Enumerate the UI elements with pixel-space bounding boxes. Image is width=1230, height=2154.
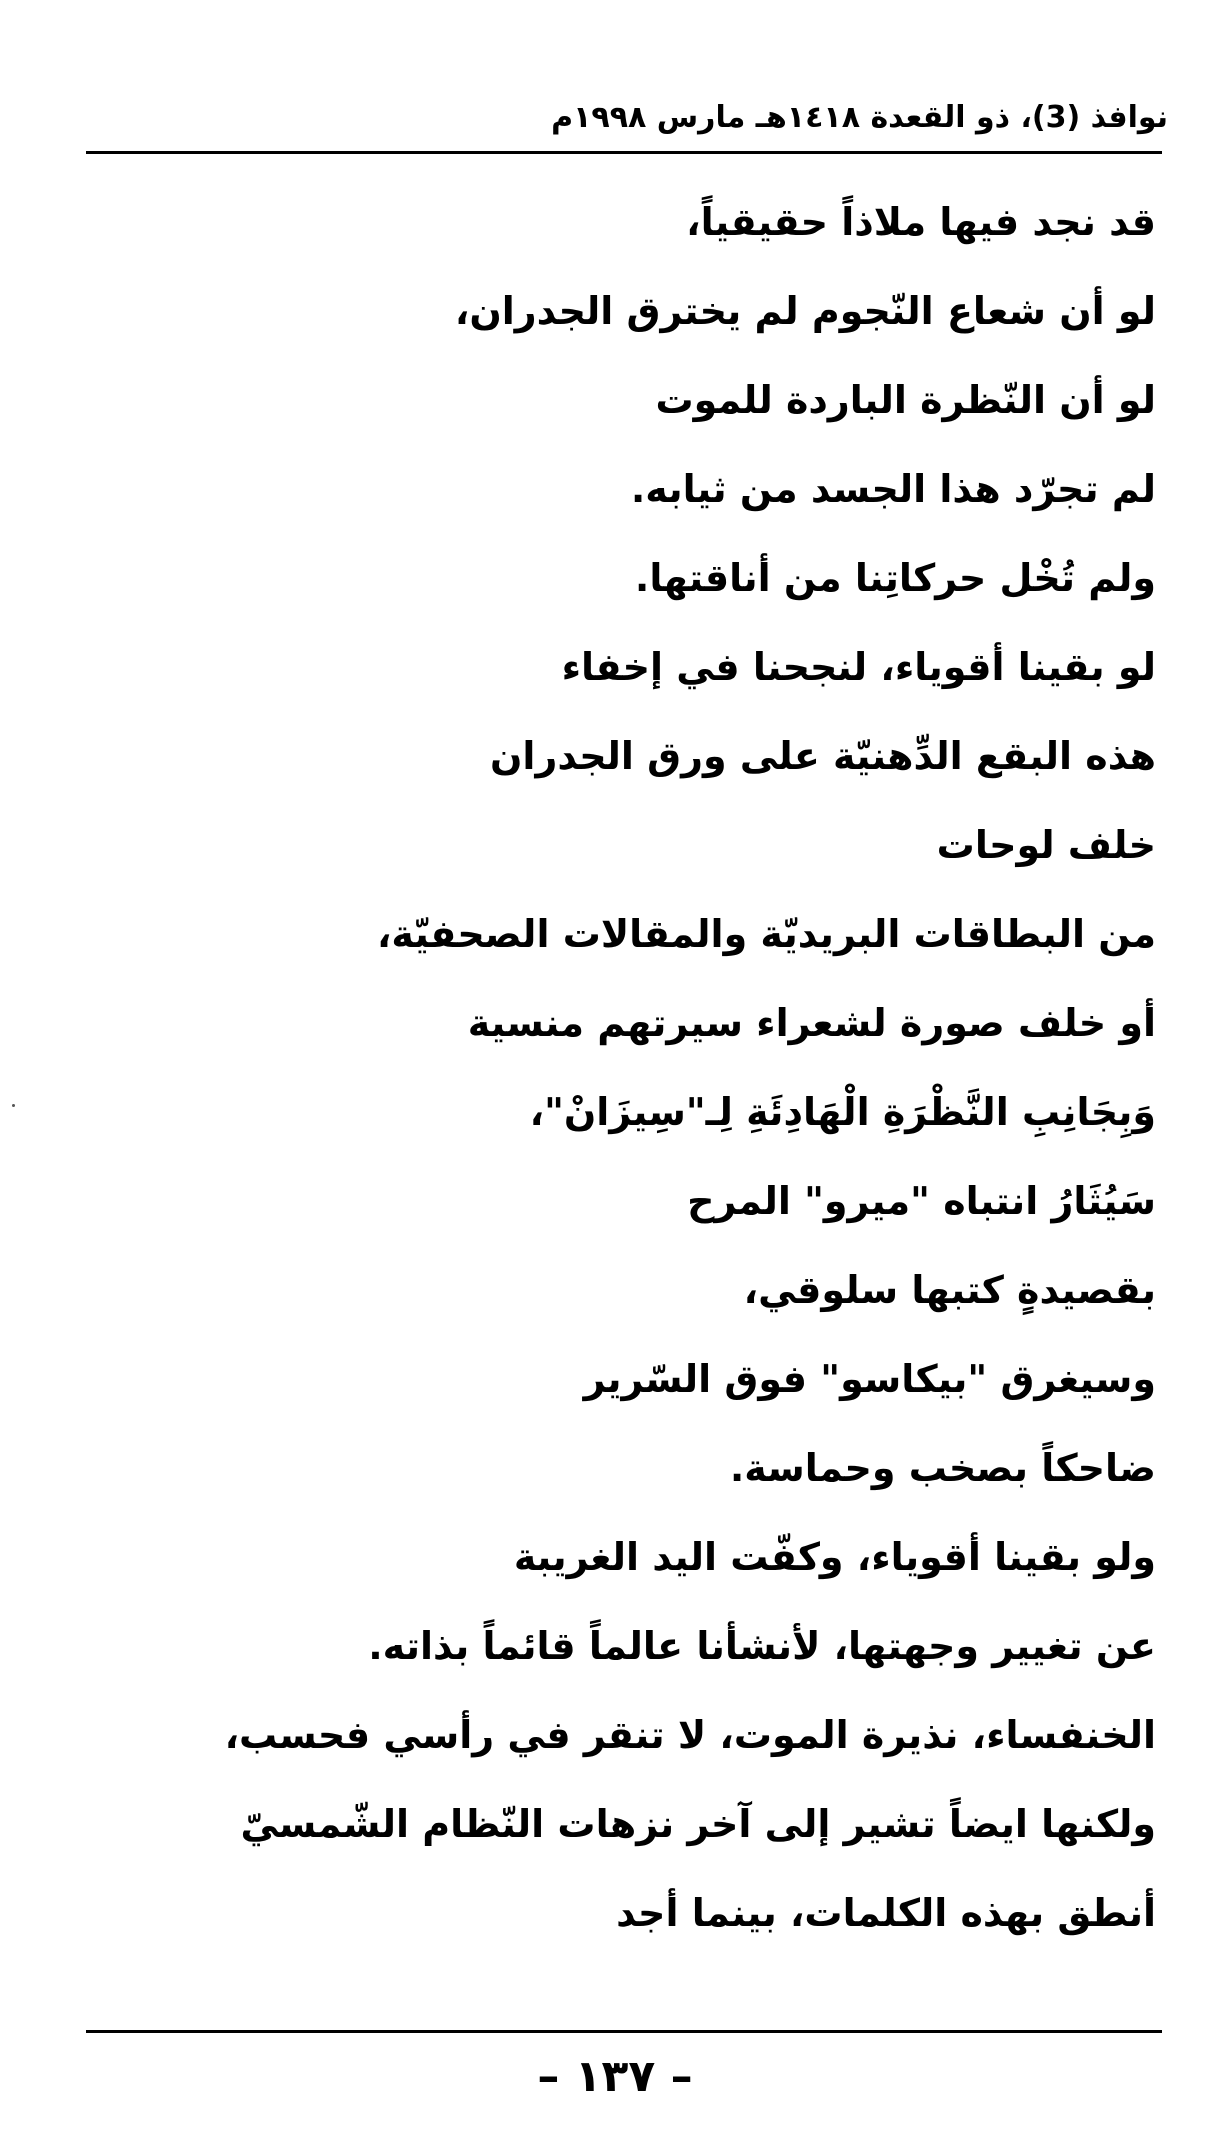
poem-line: بقصيدةٍ كتبها سلوقي، bbox=[743, 1268, 1156, 1312]
poem-line: سَيُثَارُ انتباه "ميرو" المرح bbox=[687, 1179, 1156, 1223]
poem-line: ضاحكاً بصخب وحماسة. bbox=[729, 1446, 1156, 1490]
poem-line: قد نجد فيها ملاذاً حقيقياً، bbox=[686, 200, 1156, 244]
poem-line: ولكنها ايضاً تشير إلى آخر نزهات النّظام الشّمسيّ bbox=[240, 1802, 1156, 1846]
poem-line: وَبِجَانِبِ النَّظْرَةِ الْهَادِئَةِ لِـ"سِيزَانْ"، bbox=[529, 1090, 1156, 1134]
footer-rule bbox=[86, 2030, 1162, 2033]
poem-line: لم تجرّد هذا الجسد من ثيابه. bbox=[630, 467, 1156, 511]
scan-speck bbox=[12, 1104, 15, 1107]
page-number: – ١٣٧ – bbox=[537, 2051, 693, 2102]
poem-line: ولو بقينا أقوياء، وكفّت اليد الغريبة bbox=[513, 1535, 1156, 1579]
poem-body bbox=[86, 178, 1156, 1958]
poem-line: لو بقينا أقوياء، لنجحنا في إخفاء bbox=[561, 645, 1156, 689]
poem-line: الخنفساء، نذيرة الموت، لا تنقر في رأسي فحسب، bbox=[224, 1713, 1156, 1757]
poem-line: هذه البقع الدِّهنيّة على ورق الجدران bbox=[489, 734, 1156, 778]
poem-line: لو أن النّظرة الباردة للموت bbox=[655, 378, 1156, 422]
poem-line: لو أن شعاع النّجوم لم يخترق الجدران، bbox=[454, 289, 1156, 333]
poem-line: ولم تُخْل حركاتِنا من أناقتها. bbox=[634, 556, 1156, 600]
poem-line: أنطق بهذه الكلمات، بينما أجد bbox=[616, 1891, 1156, 1935]
poem-line: عن تغيير وجهتها، لأنشأنا عالماً قائماً بذاته. bbox=[368, 1624, 1156, 1668]
header-rule bbox=[86, 151, 1162, 154]
poem-line: أو خلف صورة لشعراء سيرتهم منسية bbox=[467, 1001, 1156, 1045]
poem-line: وسيغرق "بيكاسو" فوق السّرير bbox=[583, 1357, 1156, 1401]
poem-line: خلف لوحات bbox=[936, 823, 1156, 867]
poem-line: من البطاقات البريديّة والمقالات الصحفيّة، bbox=[377, 912, 1156, 956]
running-header: نوافذ (3)، ذو القعدة ١٤١٨هـ مارس ١٩٩٨م bbox=[551, 100, 1168, 135]
